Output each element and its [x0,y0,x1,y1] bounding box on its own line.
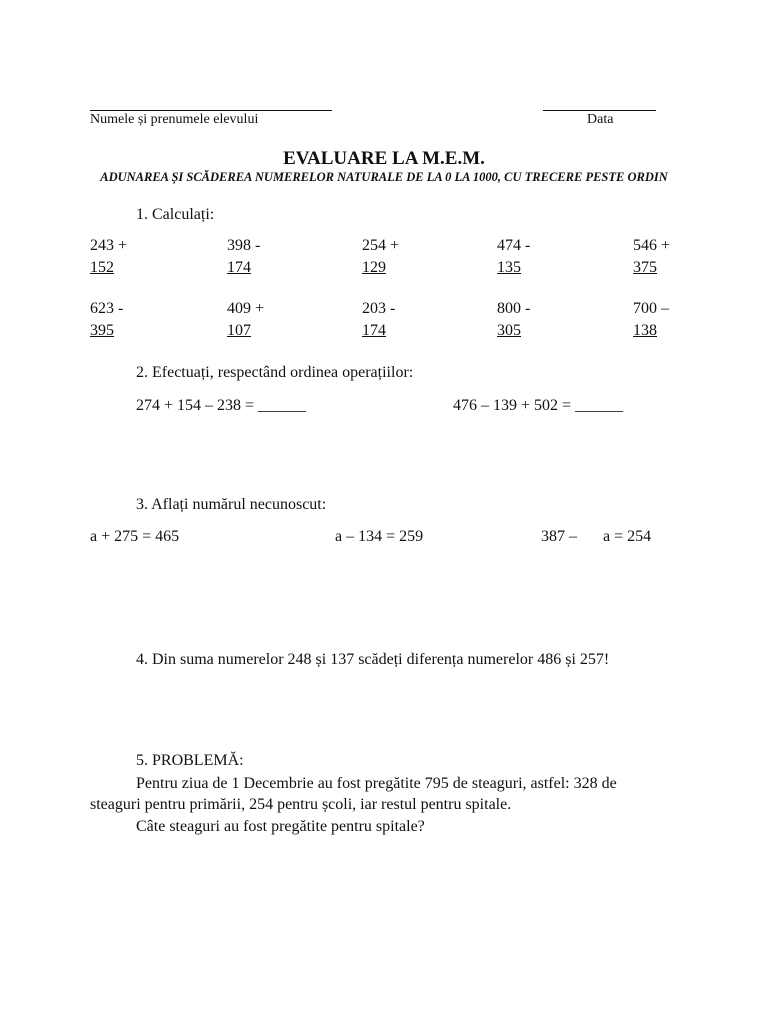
ex1-r2-c2-bottom: 107 [227,322,251,339]
ex1-r1-c5-top: 546 + [633,237,671,254]
name-label: Numele și prenumele elevului [90,112,259,127]
ex1-r2-c4-top: 800 - [497,300,531,317]
ex1-r2-c1-bottom: 395 [90,322,114,339]
ex1-r1-c1-top: 243 + [90,237,128,254]
ex3-equation-3-left: 387 – [541,528,577,545]
ex1-r1-c4-top: 474 - [497,237,531,254]
ex3-heading: 3. Aflați numărul necunoscut: [136,496,327,513]
ex5-question: Câte steaguri au fost pregătite pentru spitale? [136,818,425,835]
ex1-r2-c5-top: 700 – [633,300,669,317]
ex2-expression-2: 476 – 139 + 502 = ______ [453,397,624,414]
ex1-r1-c3-bottom: 129 [362,259,386,276]
ex1-r2-c2-top: 409 + [227,300,265,317]
ex1-r1-c2-top: 398 - [227,237,261,254]
ex2-heading: 2. Efectuați, respectând ordinea operațiilor: [136,364,414,381]
ex1-r2-c4-bottom: 305 [497,322,521,339]
page-title: EVALUARE LA M.E.M. [283,148,485,169]
ex5-problem-line-1: Pentru ziua de 1 Decembrie au fost pregătite 795 de steaguri, astfel: 328 de [136,775,617,792]
ex1-r2-c3-top: 203 - [362,300,396,317]
ex5-problem-line-2: steaguri pentru primării, 254 pentru școli, iar restul pentru spitale. [90,796,512,813]
ex2-expression-1: 274 + 154 – 238 = ______ [136,397,307,414]
ex4-text: 4. Din suma numerelor 248 și 137 scădeți diferența numerelor 486 și 257! [136,651,610,668]
ex1-r1-c1-bottom: 152 [90,259,114,276]
date-label: Data [587,112,614,127]
ex3-equation-2: a – 134 = 259 [335,528,424,545]
ex3-equation-1: a + 275 = 465 [90,528,180,545]
ex1-r1-c3-top: 254 + [362,237,400,254]
ex1-r1-c5-bottom: 375 [633,259,657,276]
page-subtitle: ADUNAREA ȘI SCĂDEREA NUMERELOR NATURALE DE LA 0 LA 1000, CU TRECERE PESTE ORDIN [100,170,668,184]
ex1-r2-c5-bottom: 138 [633,322,657,339]
name-blank-line [90,110,332,111]
date-blank-line [543,110,656,111]
ex1-heading: 1. Calculați: [136,206,215,223]
ex1-r1-c2-bottom: 174 [227,259,251,276]
ex1-r1-c4-bottom: 135 [497,259,521,276]
ex1-r2-c3-bottom: 174 [362,322,386,339]
ex5-heading: 5. PROBLEMĂ: [136,752,244,769]
ex3-equation-3-right: a = 254 [603,528,652,545]
ex1-r2-c1-top: 623 - [90,300,124,317]
